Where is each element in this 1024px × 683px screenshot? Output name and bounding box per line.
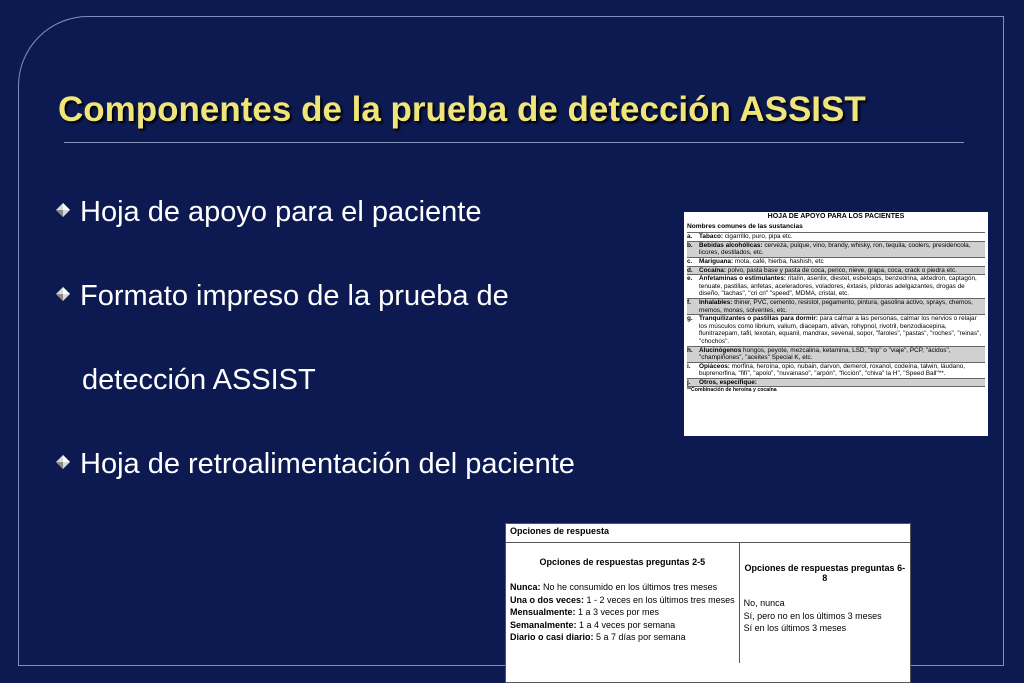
substance-letter: e. <box>687 275 693 283</box>
substance-examples: morfina, heroína, opio, nubain, darvon, demerol, roxanol, codeína, talwin, láudano, buprenorfina, "fifí", "apolo", "nuvainaso", "arpón", "ficción", "chiva" la H", "Speed Ball"**. <box>699 362 966 378</box>
bullet-item <box>56 196 481 229</box>
response-option <box>510 631 735 644</box>
substance-name: Tabaco: <box>699 233 724 241</box>
substance-description <box>699 242 985 257</box>
substance-name: Bebidas alcohólicas: <box>699 241 763 249</box>
response-option: Sí, pero no en los últimos 3 meses <box>743 610 882 621</box>
substance-name: Alucinógenos <box>699 346 742 354</box>
substance-description <box>699 315 985 345</box>
substance-description <box>699 363 985 378</box>
diamond-bullet-icon <box>56 287 70 301</box>
substance-name: Tranquilizantes o pastillas para dormir: <box>699 315 818 323</box>
substance-name: Cocaína: <box>699 266 726 274</box>
substance-name: Mariguana: <box>699 257 734 265</box>
substance-letter: d. <box>687 266 693 274</box>
response-option-label: Diario o casi diario: <box>510 632 594 642</box>
substance-row <box>687 378 985 387</box>
substance-examples: cerveza, pulque, vino, brandy, whisky, ron, tequila, coolers, presidencola, licores, destilados, etc. <box>699 241 971 257</box>
bullet-text: Hoja de apoyo para el paciente <box>80 196 482 228</box>
substance-name: Otros, especifique: <box>699 378 757 386</box>
substance-row <box>687 257 985 266</box>
response-option <box>510 606 735 619</box>
column-lines <box>744 597 906 635</box>
substance-examples: para calmar a las personas, calmar los nervios o relajar los músculos como librium, valium, diacepam, ativan, rohypnol, rivotril, benzodiacepina, flunitrazepam, tafil, lexotan, equanil, mandrax, sevenal, sopor, "faroles", "pastas", "roches", "reinas", "chochos". <box>699 315 982 345</box>
response-option <box>510 619 735 632</box>
substance-letter: h. <box>687 346 693 354</box>
substance-description <box>699 275 985 298</box>
bullet-text: Hoja de retroalimentación del paciente <box>80 448 575 480</box>
response-option-text: No he consumido en los últimos tres meses <box>540 582 718 592</box>
substance-letter: g. <box>687 315 693 323</box>
substance-letter: c. <box>687 257 693 265</box>
substance-row <box>687 274 985 298</box>
bullet-item <box>56 280 509 313</box>
bullet-text: Formato impreso de la prueba de <box>80 280 509 312</box>
response-options-table <box>505 523 911 683</box>
substance-row <box>687 266 985 275</box>
response-option-text: 1 - 2 veces en los últimos tres meses <box>584 594 735 605</box>
sheet-subtitle: Nombres comunes de las sustancias <box>687 222 803 230</box>
substance-examples: ritalín, asenlix, diestet, esbelcaps, benzedrina, aktedron, captagón, tenuate, pastillas, anfetas, aceleradores, voladores, éxtasis, píldoras adelgazantes, drogas de diseño, "tachas", "cri cri" "speed", MDMA, cristal, etc. <box>699 275 977 298</box>
response-option <box>510 594 735 607</box>
response-options-title: Opciones de respuesta <box>506 524 910 543</box>
response-option-text: 5 a 7 días por semana <box>593 632 686 642</box>
sheet-rows <box>687 232 985 386</box>
title-divider <box>64 142 964 143</box>
sheet-title: HOJA DE APOYO PARA LOS PACIENTES <box>767 213 905 220</box>
sheet-footnote: **Combinación de heroína y cocaína <box>687 386 985 395</box>
response-option-text: 1 a 4 veces por semana <box>576 619 676 630</box>
substance-description <box>699 258 985 266</box>
substance-letter: i. <box>687 362 691 370</box>
substance-name: Inhalables: <box>699 298 733 306</box>
substance-description <box>699 299 985 314</box>
substance-row <box>687 362 985 378</box>
substance-letter: j. <box>687 378 691 386</box>
column-title: Opciones de respuestas preguntas 2-5 <box>539 557 706 567</box>
substance-row <box>687 346 985 362</box>
response-option-label: Una o dos veces: <box>510 594 585 605</box>
response-option <box>510 581 735 594</box>
substance-examples: hongos, peyote, mezcalina, ketamina, LSD, "trip" o "viaje", PCP, "ácidos", "champiñones", "aceites" Special K, etc. <box>699 346 951 362</box>
response-column-6-8 <box>739 543 910 663</box>
response-column-2-5 <box>506 543 739 663</box>
substance-name: Opiáceos: <box>699 362 730 370</box>
substance-row <box>687 314 985 345</box>
substance-letter: b. <box>687 241 693 249</box>
substance-letter: f. <box>687 298 691 306</box>
column-lines <box>510 581 735 644</box>
bullet-continuation: detección ASSIST <box>82 364 316 396</box>
substance-description <box>699 233 985 241</box>
slide-title: Componentes de la prueba de detección ASSIST <box>58 90 866 129</box>
substance-examples: cigarrillo, puro, pipa etc. <box>723 233 793 241</box>
substance-description <box>699 379 985 387</box>
patient-support-sheet <box>684 212 988 436</box>
diamond-bullet-icon <box>56 203 70 217</box>
response-option: Sí en los últimos 3 meses <box>743 623 847 633</box>
substance-examples: polvo, pasta base y pasta de coca, perico, nieve, grapa, coca, crack o piedra etc. <box>726 266 957 274</box>
response-option-label: Mensualmente: <box>510 607 576 617</box>
substance-letter: a. <box>687 233 693 241</box>
response-option-label: Nunca: <box>510 582 541 592</box>
substance-description <box>699 347 985 362</box>
column-title: Opciones de respuestas preguntas 6-8 <box>744 563 906 583</box>
substance-row <box>687 298 985 314</box>
substance-name: Anfetaminas o estimulantes: <box>699 275 787 283</box>
response-option: No, nunca <box>743 598 785 608</box>
response-option-label: Semanalmente: <box>510 619 577 630</box>
diamond-bullet-icon <box>56 455 70 469</box>
bullet-item <box>56 448 575 481</box>
substance-examples: thiner, PVC, cemento, resistol, pegamento, pintura, gasolina activo, sprays, chemos, memos, monas, solventes, etc. <box>699 298 973 314</box>
substance-description <box>699 267 985 275</box>
response-option-text: 1 a 3 veces por mes <box>575 607 660 617</box>
substance-row <box>687 232 985 241</box>
substance-row <box>687 241 985 257</box>
substance-examples: mota, café, hierba, hashish, etc <box>733 257 824 265</box>
